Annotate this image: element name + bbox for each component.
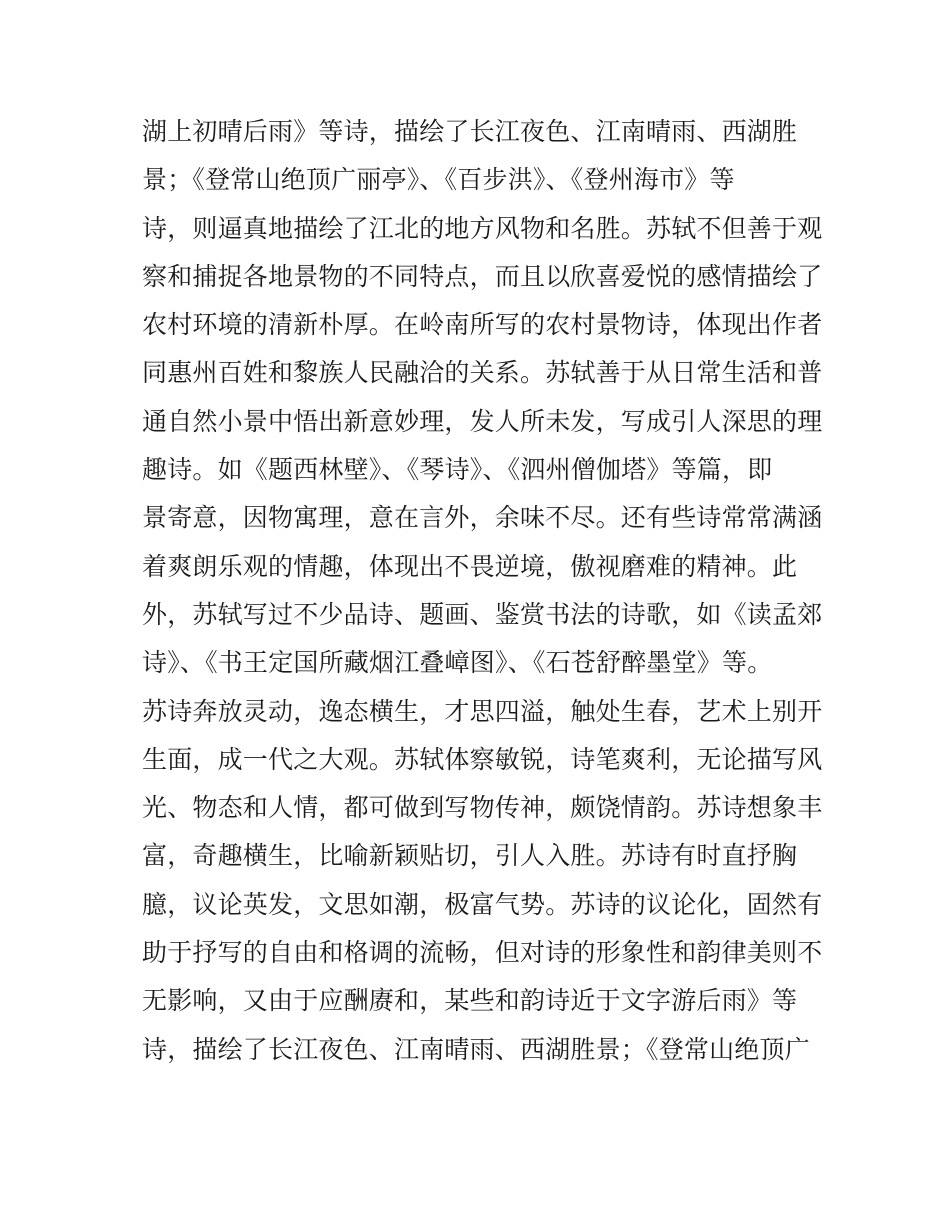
text-line: 湖上初晴后雨》等诗，描绘了长江夜色、江南晴雨、西湖胜 xyxy=(142,117,798,146)
text-line: 无影响，又由于应酬赓和，某些和韵诗近于文字游后雨》等 xyxy=(142,986,798,1016)
text-line: 富，奇趣横生，比喻新颖贴切，引人入胜。苏诗有时直抒胸 xyxy=(142,841,798,871)
text-line: 景寄意，因物寓理，意在言外，余味不尽。还有些诗常常满涵 xyxy=(142,503,823,533)
text-line: 光、物态和人情，都可做到写物传神，颇饶情韵。苏诗想象丰 xyxy=(142,793,823,823)
text-line: 助于抒写的自由和格调的流畅，但对诗的形象性和韵律美则不 xyxy=(142,938,823,968)
text-line: 诗》、《书王定国所藏烟江叠嶂图》、《石苍舒醉墨堂》等。 xyxy=(142,648,773,678)
text-line: 诗，则逼真地描绘了江北的地方风物和名胜。苏轼不但善于观 xyxy=(142,213,823,243)
text-line: 趣诗。如《题西林壁》、《琴诗》、《泗州僧伽塔》等篇，即 xyxy=(142,455,773,485)
text-line: 通自然小景中悟出新意妙理，发人所未发，写成引人深思的理 xyxy=(142,406,823,436)
body-text xyxy=(142,108,822,1074)
text-line: 同惠州百姓和黎族人民融洽的关系。苏轼善于从日常生活和普 xyxy=(142,358,823,388)
text-line: 察和捕捉各地景物的不同特点，而且以欣喜爱悦的感情描绘了 xyxy=(142,261,823,291)
text-line: 农村环境的清新朴厚。在岭南所写的农村景物诗，体现出作者 xyxy=(142,310,823,340)
text-line: 苏诗奔放灵动，逸态横生，才思四溢，触处生春，艺术上别开 xyxy=(142,696,823,726)
text-line: 外，苏轼写过不少品诗、题画、鉴赏书法的诗歌，如《读孟郊 xyxy=(142,599,823,629)
text-line: 着爽朗乐观的情趣，体现出不畏逆境，傲视磨难的精神。此 xyxy=(142,551,798,581)
text-line: 景；《登常山绝顶广丽亭》、《百步洪》、《登州海市》等 xyxy=(142,165,735,195)
text-line: 诗，描绘了长江夜色、江南晴雨、西湖胜景；《登常山绝顶广 xyxy=(142,1034,810,1064)
text-line: 臆，议论英发，文思如潮，极富气势。苏诗的议论化，固然有 xyxy=(142,889,823,919)
text-line: 生面，成一代之大观。苏轼体察敏锐，诗笔爽利，无论描写风 xyxy=(142,744,823,774)
